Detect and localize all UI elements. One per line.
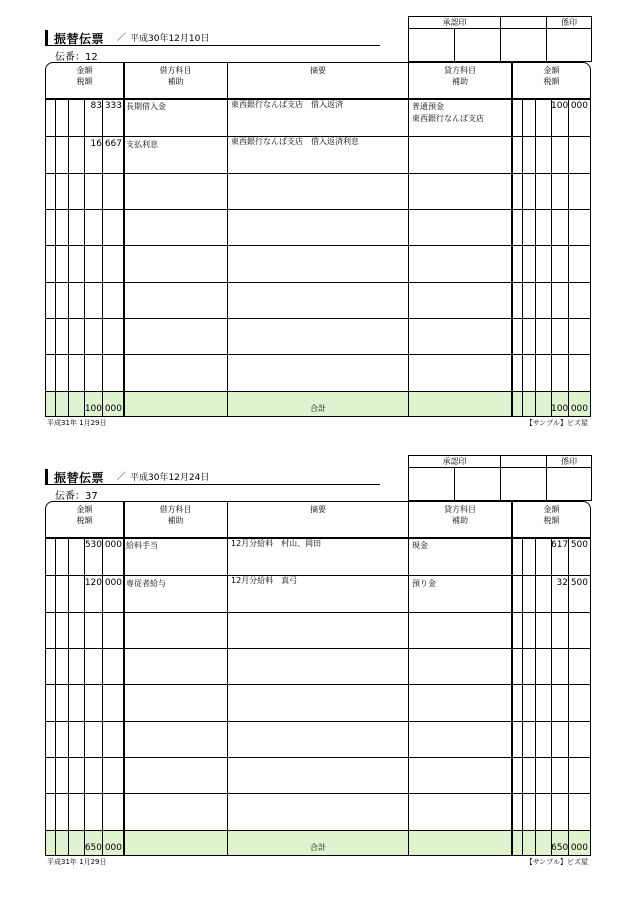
header-debit-account-label: 借方科目 bbox=[159, 66, 192, 75]
grid-line bbox=[46, 793, 590, 794]
grid-line bbox=[46, 575, 590, 576]
grid-line bbox=[227, 63, 228, 416]
journal-grid bbox=[45, 62, 591, 417]
title-separator: ／ bbox=[117, 33, 127, 43]
voucher-title-bar bbox=[45, 30, 380, 46]
row-2-memo: 東西銀行なんば支店 借入返済利息 bbox=[231, 137, 359, 146]
grid-line bbox=[46, 757, 590, 758]
header-credit-amount-label: 金額 bbox=[543, 505, 560, 514]
row-1-debit-amount-units: 000 bbox=[104, 540, 122, 550]
grid-line bbox=[46, 245, 590, 246]
total-debit-thousands: 650 bbox=[84, 843, 102, 853]
row-1-credit-sub: 東西銀行なんば支店 bbox=[412, 114, 484, 123]
header-debit-sub-label: 補助 bbox=[167, 516, 184, 525]
row-1-credit-account: 普通預金 bbox=[412, 102, 444, 111]
header-debit-amount bbox=[46, 65, 123, 87]
header-credit-account bbox=[409, 65, 511, 87]
row-1-credit-amount-units: 500 bbox=[570, 540, 588, 550]
stamp-label-blank bbox=[501, 456, 547, 468]
title-separator: ／ bbox=[117, 472, 127, 482]
approval-stamp-label: 承認印 bbox=[409, 456, 501, 468]
staff-stamp-label: 係印 bbox=[547, 17, 592, 29]
grid-line bbox=[68, 537, 69, 855]
grid-line bbox=[535, 537, 536, 855]
grid-line bbox=[511, 502, 513, 855]
approval-stamp-box-3 bbox=[501, 29, 547, 62]
voucher-date: 平成30年12月10日 bbox=[130, 34, 210, 44]
staff-stamp-label: 係印 bbox=[547, 456, 592, 468]
grid-line bbox=[46, 318, 590, 319]
row-1-memo: 12月分給料 村山、岡田 bbox=[231, 539, 322, 548]
header-credit-sub-label: 補助 bbox=[452, 77, 468, 86]
voucher-number: 伝番：37 bbox=[55, 491, 98, 502]
grid-line bbox=[408, 63, 409, 416]
header-debit-account bbox=[124, 504, 227, 526]
grid-line bbox=[511, 63, 513, 416]
header-credit-tax-label: 税額 bbox=[543, 516, 560, 525]
header-credit-account-label: 貸方科目 bbox=[444, 505, 476, 514]
header-debit-tax-label: 税額 bbox=[76, 516, 93, 525]
grid-line bbox=[535, 98, 536, 416]
grid-line bbox=[46, 830, 590, 831]
row-2-debit-amount-thousands: 16 bbox=[90, 139, 102, 149]
journal-grid bbox=[45, 501, 591, 856]
row-2-memo: 12月分給料 真弓 bbox=[231, 576, 298, 585]
row-2-debit-amount-units: 667 bbox=[104, 139, 122, 149]
header-credit-account-label: 貸方科目 bbox=[444, 66, 476, 75]
grid-line bbox=[55, 537, 56, 855]
row-2-debit-amount-units: 000 bbox=[104, 578, 122, 588]
grid-line bbox=[46, 391, 590, 392]
header-credit-tax-label: 税額 bbox=[543, 77, 560, 86]
grid-line bbox=[123, 63, 125, 416]
footer-date: 平成31年 1月29日 bbox=[47, 858, 107, 866]
title-marker bbox=[45, 469, 48, 484]
footer-brand: 【サンプル】ビズ屋 bbox=[525, 419, 588, 427]
row-1-debit-amount-thousands: 530 bbox=[84, 540, 102, 550]
voucher-title: 振替伝票 bbox=[54, 471, 105, 485]
grid-line bbox=[522, 98, 523, 416]
grid-line bbox=[46, 684, 590, 685]
row-2-credit-amount-thousands: 32 bbox=[556, 578, 568, 588]
grid-line bbox=[46, 282, 590, 283]
approval-stamp-box-3 bbox=[501, 468, 547, 501]
staff-stamp-box bbox=[547, 29, 592, 62]
footer-date: 平成31年 1月29日 bbox=[47, 419, 107, 427]
voucher-title: 振替伝票 bbox=[54, 32, 105, 46]
grid-line bbox=[227, 502, 228, 855]
title-marker bbox=[45, 30, 48, 45]
header-memo-label: 摘要 bbox=[310, 66, 326, 75]
approval-stamp-box-2 bbox=[455, 468, 501, 501]
header-memo bbox=[228, 65, 408, 76]
grid-line bbox=[46, 721, 590, 722]
header-debit-amount bbox=[46, 504, 123, 526]
row-2-debit-account: 支払利息 bbox=[126, 140, 158, 149]
grid-line bbox=[408, 502, 409, 855]
total-debit-thousands: 100 bbox=[84, 404, 102, 414]
header-debit-amount-label: 金額 bbox=[76, 505, 93, 514]
grid-line bbox=[522, 537, 523, 855]
row-2-debit-amount-thousands: 120 bbox=[84, 578, 102, 588]
header-credit-amount bbox=[513, 65, 590, 87]
voucher-2 bbox=[0, 439, 635, 877]
row-2-credit-amount-units: 500 bbox=[570, 578, 588, 588]
grid-line bbox=[123, 502, 125, 855]
stamp-label-blank bbox=[501, 17, 547, 29]
approval-stamp-box-2 bbox=[455, 29, 501, 62]
header-credit-sub-label: 補助 bbox=[452, 516, 468, 525]
row-2-credit-account: 預り金 bbox=[412, 579, 436, 588]
total-label: 合計 bbox=[310, 843, 326, 852]
row-1-memo: 東西銀行なんば支店 借入返済 bbox=[231, 100, 343, 109]
grid-line bbox=[568, 98, 569, 416]
header-debit-sub-label: 補助 bbox=[167, 77, 184, 86]
total-credit-units: 000 bbox=[570, 404, 588, 414]
header-debit-tax-label: 税額 bbox=[76, 77, 93, 86]
grid-line bbox=[46, 648, 590, 649]
row-1-credit-amount-units: 000 bbox=[570, 101, 588, 111]
grid-line bbox=[68, 98, 69, 416]
header-memo bbox=[228, 504, 408, 515]
header-debit-amount-label: 金額 bbox=[76, 66, 93, 75]
header-debit-account-label: 借方科目 bbox=[159, 505, 192, 514]
row-1-debit-amount-units: 333 bbox=[104, 101, 122, 111]
total-credit-thousands: 650 bbox=[551, 843, 569, 853]
row-1-credit-amount-thousands: 617 bbox=[551, 540, 569, 550]
header-memo-label: 摘要 bbox=[310, 505, 326, 514]
header-credit-account bbox=[409, 504, 511, 526]
grid-line bbox=[55, 98, 56, 416]
total-debit-units: 000 bbox=[104, 843, 122, 853]
voucher-title-bar bbox=[45, 469, 380, 485]
row-1-debit-amount-thousands: 83 bbox=[90, 101, 102, 111]
voucher-1 bbox=[0, 0, 635, 438]
grid-line bbox=[46, 612, 590, 613]
total-label: 合計 bbox=[310, 404, 326, 413]
total-debit-units: 000 bbox=[104, 404, 122, 414]
header-credit-amount-label: 金額 bbox=[543, 66, 560, 75]
stamp-boxes bbox=[408, 455, 592, 501]
grid-line bbox=[46, 173, 590, 174]
row-1-credit-account: 現金 bbox=[412, 541, 428, 550]
approval-stamp-label: 承認印 bbox=[409, 17, 501, 29]
grid-line bbox=[46, 209, 590, 210]
total-credit-thousands: 100 bbox=[551, 404, 569, 414]
row-1-debit-account: 長期借入金 bbox=[126, 102, 166, 111]
stamp-boxes bbox=[408, 16, 592, 62]
row-1-debit-account: 給料手当 bbox=[126, 541, 158, 550]
voucher-date: 平成30年12月24日 bbox=[130, 473, 210, 483]
grid-line bbox=[46, 354, 590, 355]
total-credit-units: 000 bbox=[570, 843, 588, 853]
voucher-number: 伝番：12 bbox=[55, 52, 98, 63]
staff-stamp-box bbox=[547, 468, 592, 501]
grid-line bbox=[551, 98, 552, 416]
approval-stamp-box-1 bbox=[409, 29, 455, 62]
approval-stamp-box-1 bbox=[409, 468, 455, 501]
header-debit-account bbox=[124, 65, 227, 87]
row-1-credit-amount-thousands: 100 bbox=[551, 101, 569, 111]
row-2-debit-account: 専従者給与 bbox=[126, 579, 166, 588]
footer-brand: 【サンプル】ビズ屋 bbox=[525, 858, 588, 866]
header-credit-amount bbox=[513, 504, 590, 526]
